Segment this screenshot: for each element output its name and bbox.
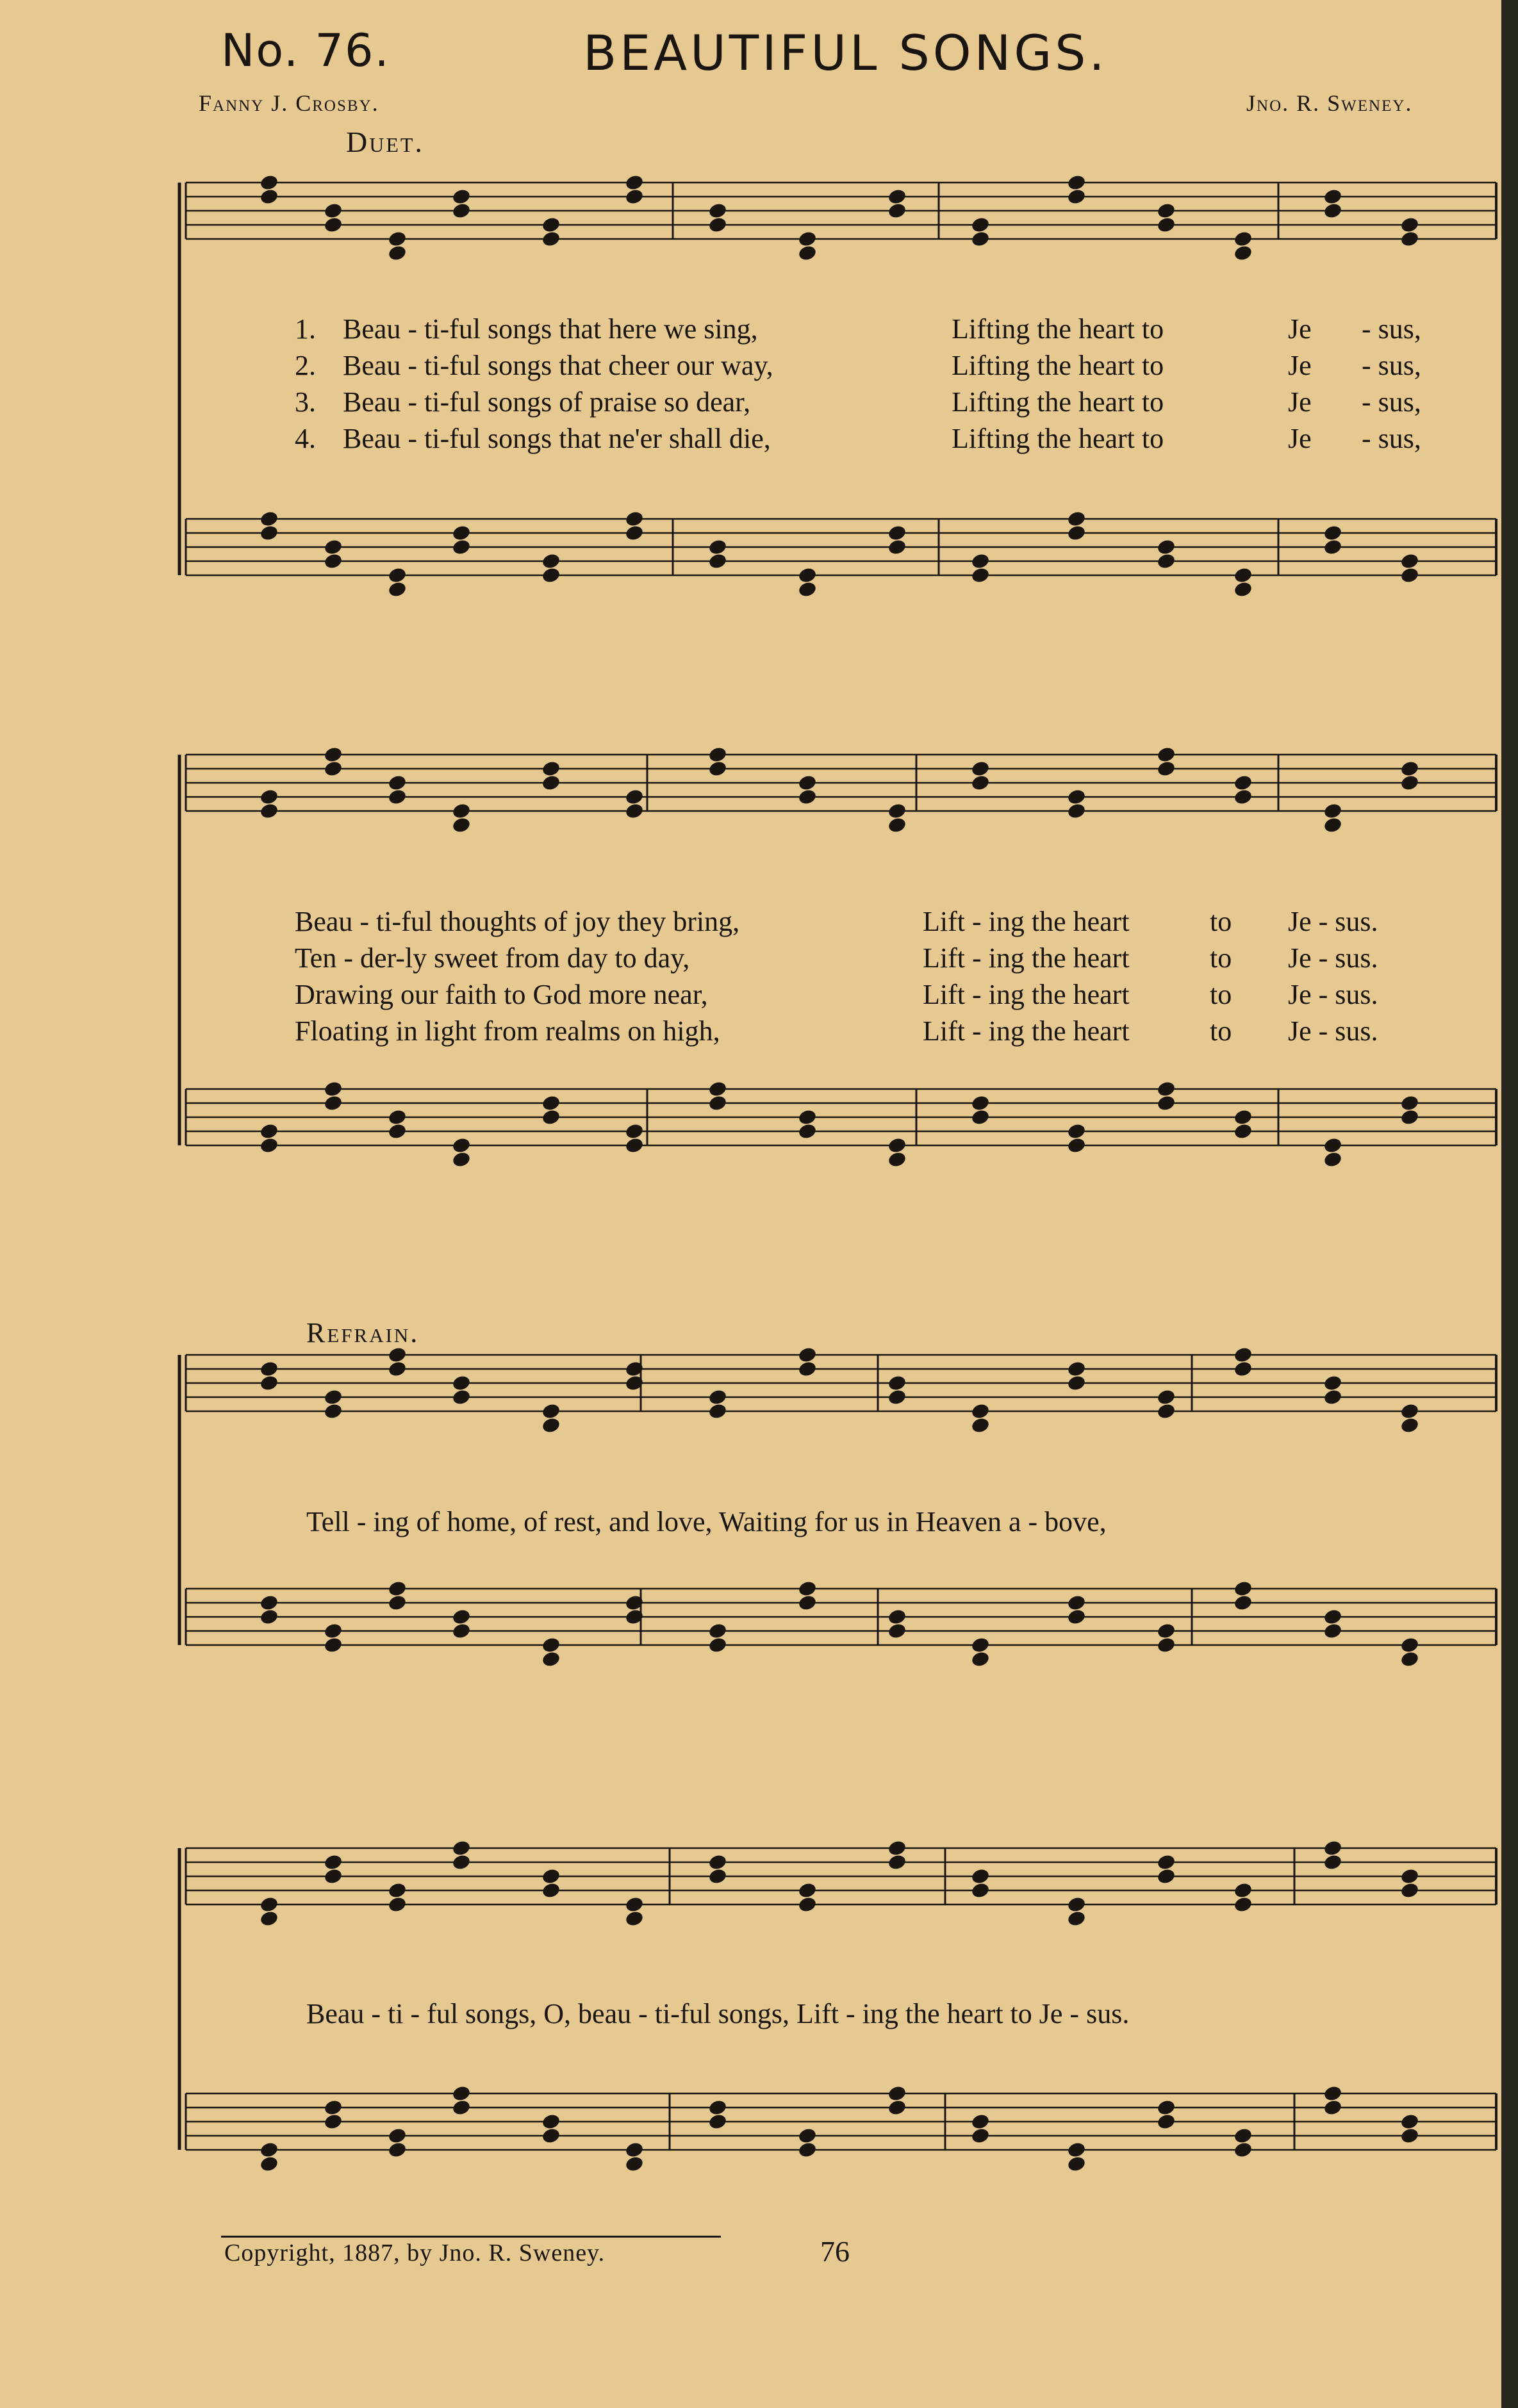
verse-text: Je - sus. xyxy=(1288,942,1378,974)
verse-number: 4. xyxy=(295,423,316,454)
verse-text: Lifting the heart to xyxy=(952,313,1164,345)
verse-number: 2. xyxy=(295,350,316,381)
verse-text: Lifting the heart to xyxy=(952,423,1164,454)
footer-rule xyxy=(221,2236,721,2238)
verse-text: Lift - ing the heart xyxy=(923,979,1130,1010)
verse-number: 1. xyxy=(295,313,316,345)
verse-text: Lift - ing the heart xyxy=(923,906,1130,937)
verse-text: Beau - ti-ful songs that cheer our way, xyxy=(343,350,773,381)
verse-text: Lifting the heart to xyxy=(952,350,1164,381)
composer-credit: Jno. R. Sweney. xyxy=(1246,90,1413,116)
verse-text: to xyxy=(1210,906,1232,937)
verse-text: Lift - ing the heart xyxy=(923,1015,1130,1047)
refrain-lyric-line-1: Tell - ing of home, of rest, and love, Waiting for us in Heaven a - bove, xyxy=(306,1506,1107,1537)
verse-text: to xyxy=(1210,979,1232,1010)
verse-text: Je xyxy=(1288,386,1312,418)
verse-text: Floating in light from realms on high, xyxy=(295,1015,720,1047)
refrain-lyric-line-2: Beau - ti - ful songs, O, beau - ti-ful songs, Lift - ing the heart to Je - sus. xyxy=(306,1998,1130,2029)
verse-text: Je xyxy=(1288,350,1312,381)
verse-text: Beau - ti-ful thoughts of joy they bring, xyxy=(295,906,740,937)
hymn-number: No. 76. xyxy=(221,24,390,77)
verse-number: 3. xyxy=(295,386,316,418)
verse-text: Beau - ti-ful songs that ne'er shall die, xyxy=(343,423,771,454)
verse-text: to xyxy=(1210,1015,1232,1047)
verse-text: Je xyxy=(1288,423,1312,454)
verse-text: - sus, xyxy=(1362,313,1421,345)
verse-text: Drawing our faith to God more near, xyxy=(295,979,708,1010)
verse-text: Je - sus. xyxy=(1288,1015,1378,1047)
verse-text: Lift - ing the heart xyxy=(923,942,1130,974)
verse-text: to xyxy=(1210,942,1232,974)
duet-marking: Duet. xyxy=(346,126,424,158)
verse-text: - sus, xyxy=(1362,386,1421,418)
verse-text: Beau - ti-ful songs that here we sing, xyxy=(343,313,758,345)
lyricist-credit: Fanny J. Crosby. xyxy=(199,90,379,116)
hymn-title: BEAUTIFUL SONGS. xyxy=(583,24,1108,81)
verse-text: Lifting the heart to xyxy=(952,386,1164,418)
verse-text: - sus, xyxy=(1362,423,1421,454)
page-number: 76 xyxy=(820,2235,850,2268)
verse-text: Beau - ti-ful songs of praise so dear, xyxy=(343,386,751,418)
verse-text: - sus, xyxy=(1362,350,1421,381)
verse-text: Je xyxy=(1288,313,1312,345)
verse-text: Je - sus. xyxy=(1288,979,1378,1010)
verse-text: Ten - der-ly sweet from day to day, xyxy=(295,942,690,974)
refrain-marking: Refrain. xyxy=(306,1317,420,1348)
copyright-notice: Copyright, 1887, by Jno. R. Sweney. xyxy=(224,2240,606,2266)
verse-text: Je - sus. xyxy=(1288,906,1378,937)
